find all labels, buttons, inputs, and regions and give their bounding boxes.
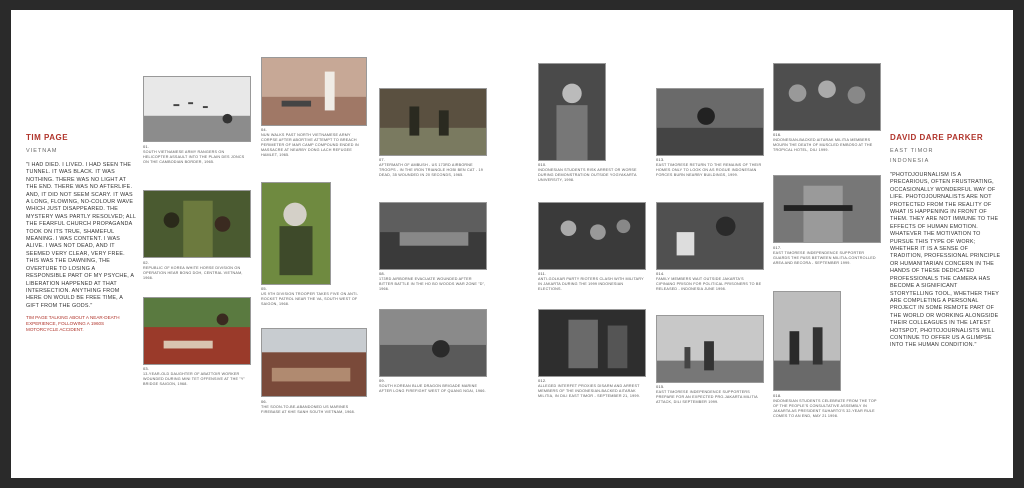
caption-04: 04. NUN WALKS PAST NORTH VIETNAMESE ARMY CORPSE AFTER ABORTIVE ATTEMPT TO BREACH PERIMETER OF MAR CAMP COMPOUND ENDED IN MASSACRE AT NEARBY DONG LACH REFUGEE HAMLET, 1965. bbox=[261, 127, 359, 157]
photo-017 bbox=[773, 175, 881, 243]
caption-02: 02. REPUBLIC OF KOREA WHITE HORSE DIVISION ON OPERATION HEAR BONG DOH, CENTRAL VIETNAM, 1966. bbox=[143, 260, 243, 280]
photographer-quote: "I HAD DIED. I LIVED. I HAD SEEN THE TUNNEL. IT WAS BLACK. IT WAS NOTHING. THERE WAS NO LIGHT AT THE END. THERE WAS NO AFTERLIFE. AND, IT DID NOT SEEM SCARY. IT WAS A LONG, FLOWING, NO-COLOUR WAVE WHICH JUST DISAPPEARED. THE MYSTERY WAS PARTLY RESOLVED; ALL THE FEARFUL CHURCH PROPAGANDA TOOK ON ITS TRUE, SHAMEFUL MEANING. I WAS CONTENT. I WAS ALIVE. I WAS NOT DEAD, AND IT SEEMED VERY CLEAR, VERY FREE. THIS WAS THE DAWNING, THE OVERTURE TO LOSING A RESPONSIBLE PART OF MY PSYCHE, A LIBERATION HAPPENED AT THAT INTERSECTION. ANYTHING FROM HERE ON WOULD BE FREE TIME, A GIFT FROM THE GODS." bbox=[26, 162, 136, 309]
david-dare-parker-block bbox=[890, 133, 1002, 350]
photo-01 bbox=[143, 76, 251, 142]
photo-013 bbox=[656, 88, 764, 156]
photo-014 bbox=[656, 202, 764, 270]
photographer-name: TIM PAGE bbox=[26, 133, 69, 142]
photo-07 bbox=[379, 88, 487, 156]
caption-013: 013. EAST TIMORESE RETURN TO THE REMAINS OF THEIR HOMES ONLY TO LOOK ON AS ROGUE INDONESIAN FORCES BURN NEARBY BUILDINGS, 1999. bbox=[656, 157, 762, 177]
exhibition-panel bbox=[11, 10, 1013, 478]
photographer-quote: "PHOTOJOURNALISM IS A PRECARIOUS, OFTEN FRUSTRATING, OCCASIONALLY WONDERFUL WAY OF LIFE. PHOTOJOURNALISTS ARE NOT PROTECTED FROM THE REALITY OF WHAT IS HAPPENING IN FRONT OF THEM. THEY ARE NOT IMMUNE TO THE EFFECTS OF HUMAN EMOTION. WHATEVER THE MOTIVATION TO PURSUE THIS TYPE OF WORK; WHETHER IT IS A SENSE OF TRADITION, PROFESSIONAL PRINCIPLE OR HUMANITARIAN CONCERN IN THE HANDS OF THESE DEDICATED PROFESSIONALS THE CAMERA HAS BECOME A SIGNIFICANT STORYTELLING TOOL, WHETHER THEY ARE COMPLETING A PERSONAL PROJECT IN SOME REMOTE PART OF THE WORLD OR WORKING ALONGSIDE THEIR COLLEAGUES IN THE LATEST HOTSPOT, PHOTOJOURNALISTS WILL CONTINUE TO OFFER US A GLIMPSE INTO THE HUMAN CONDITION." bbox=[890, 172, 1001, 349]
photo-012 bbox=[538, 309, 646, 377]
caption-01: 01. SOUTH VIETNAMESE ARMY RANGERS ON HELICOPTER ASSAULT INTO THE PLAIN DES JONCS ON THE CAMBODIAN BORDER, 1965. bbox=[143, 144, 245, 164]
caption-010: 010. INDONESIAN STUDENTS RISK ARREST OR WORSE DURING DEMONSTRATION OUTSIDE YOGYAKARTA UNIVERSITY, 1998. bbox=[538, 162, 637, 182]
photo-02 bbox=[143, 190, 251, 258]
photographer-country: INDONESIA bbox=[890, 158, 930, 164]
photo-05 bbox=[261, 182, 331, 285]
caption-06: 06. THE SOON-TO-BE-ABANDONED US MARINES FIREBASE AT KHE SANH SOUTH VIETNAM, 1968. bbox=[261, 399, 356, 414]
caption-011: 011. ANTI-GOLKAR PARTY RIOTERS CLASH WITH MILITARY IN JAKARTA DURING THE 1999 INDONESIAN ELECTIONS. bbox=[538, 271, 644, 291]
photographer-name: DAVID DARE PARKER bbox=[890, 133, 984, 142]
photo-011 bbox=[538, 202, 646, 270]
photo-018 bbox=[773, 291, 841, 391]
caption-015: 015. EAST TIMORESE INDEPENDENCE SUPPORTERS PREPARE FOR AN EXPECTED PRO-JAKARTA MILITIA ATTACK, DILI SEPTEMBER 1999. bbox=[656, 384, 758, 404]
caption-05: 05. US 9TH DIVISION TROOPER TAKES FIVE ON ANTI-ROCKET PATROL NEAR THE VA, SOUTH WEST OF SAIGON, 1968. bbox=[261, 286, 359, 306]
caption-08: 08. 173RD AIRBORNE EVACUATE WOUNDED AFTER BITTER BATTLE IN THE HO BO WOODS WAR ZONE "D", 1966. bbox=[379, 271, 486, 291]
photographer-region: EAST TIMOR bbox=[890, 148, 934, 154]
photo-015 bbox=[656, 315, 764, 383]
caption-018: 018. INDONESIAN STUDENTS CELEBRATE FROM THE TOP OF THE PEOPLE'S CONSULTATIVE ASSEMBLY IN JAKARTA AS PRESIDENT SUHARTO'S 32-YEAR RULE COMES TO AN END, MAY 21 1998. bbox=[773, 393, 877, 418]
photo-016 bbox=[773, 63, 881, 131]
caption-017: 017. EAST TIMORESE INDEPENDENCE SUPPORTER GUARDS THE PASS BETWEEN MILITIA-CONTROLLED AREA AND BECORA - SEPTEMBER 1999. bbox=[773, 245, 876, 265]
photographer-country: VIETNAM bbox=[26, 148, 58, 154]
caption-03: 03. 13-YEAR-OLD DAUGHTER OF ABATTOIR WORKER WOUNDED DURING MINI TET OFFENSIVE AT THE "Y" BRIDGE SAIGON, 1968. bbox=[143, 366, 246, 386]
photo-03 bbox=[143, 297, 251, 365]
caption-016: 016. INDONESIAN-BACKED AITARAK MILITIA MEMBERS MOURN THE DEATH OF MUSCLED EMBOSO AT THE TROPICAL HOTEL, DILI 1999. bbox=[773, 132, 873, 152]
caption-09: 09. SOUTH KOREAN BLUE DRAGON BRIGADE MARINE AFTER LONG FIREFIGHT WEST OF QUANG NGAI, 1966. bbox=[379, 378, 486, 393]
photo-08 bbox=[379, 202, 487, 270]
photo-06 bbox=[261, 328, 367, 397]
photo-010 bbox=[538, 63, 606, 161]
caption-07: 07. AFTERMATH OF AMBUSH - US 173RD AIRBORNE TROOPS - IN THE IRON TRIANGLE HOBI BEN CAT - 19 DEAD, 35 WOUNDED IN 20 SECONDS, 1965. bbox=[379, 157, 483, 177]
caption-012: 012. ALLEGED INTERFET PROXIES DISARM AND ARREST MEMBERS OF THE INDONESIAN-BACKED AITARAK MILITIA, IN DILI EAST TIMOR - SEPTEMBER 21, 1999. bbox=[538, 378, 641, 398]
tim-page-block bbox=[26, 133, 136, 333]
photo-09 bbox=[379, 309, 487, 377]
photo-04 bbox=[261, 57, 367, 126]
quote-note: TIM PAGE TALKING ABOUT A NEAR-DEATH EXPERIENCE, FOLLOWING A 1960S MOTORCYCLE ACCIDENT. bbox=[26, 315, 120, 333]
caption-014: 014. FAMILY MEMBERS WAIT OUTSIDE JAKARTA'S CIPINANG PRISON FOR POLITICAL PRISONERS TO BE RELEASED - INDONESIA JUNE 1998. bbox=[656, 271, 762, 291]
